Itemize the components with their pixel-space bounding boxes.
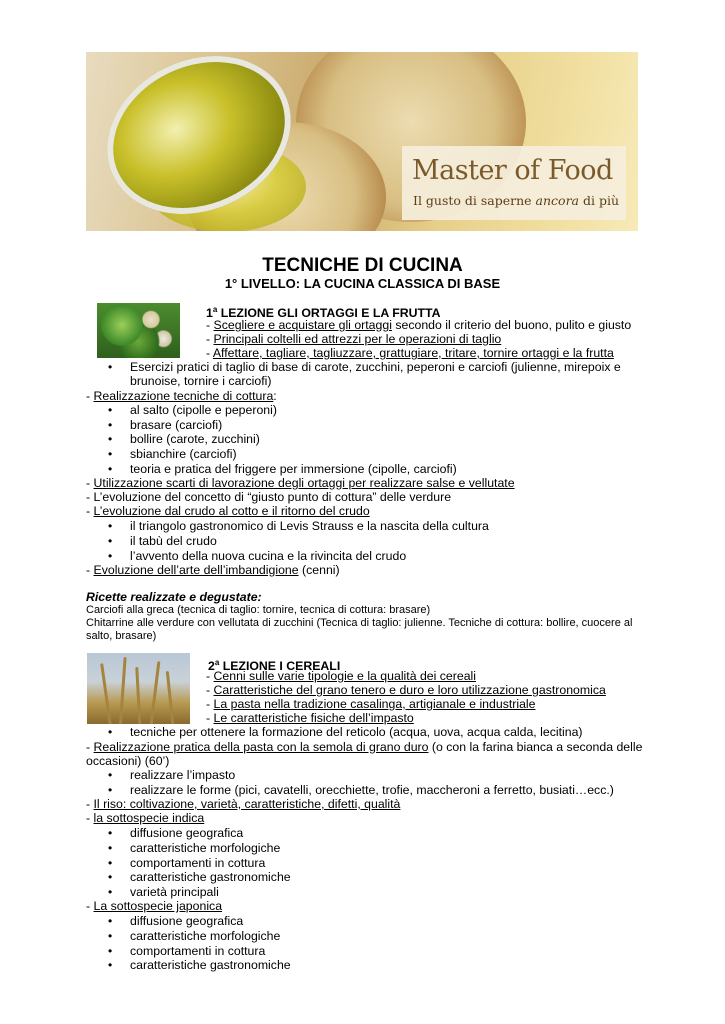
bullet-icon: •	[108, 826, 113, 840]
list-item: realizzare l’impasto	[130, 768, 236, 782]
bullet-icon: •	[108, 783, 113, 797]
list-item: caratteristiche morfologiche	[130, 841, 281, 855]
list-item: caratteristiche gastronomiche	[130, 870, 291, 884]
page-subtitle: 1° LIVELLO: LA CUCINA CLASSICA DI BASE	[224, 276, 501, 291]
lesson1-line: - L’evoluzione del concetto di “giusto punto di cottura” delle verdure	[86, 490, 452, 504]
lesson1-line: - Realizzazione tecniche di cottura:	[86, 389, 277, 403]
lesson2-line: - la sottospecie indica	[86, 811, 205, 825]
lesson2-title: 2$^a$ LEZIONE I CEREALI	[208, 658, 341, 674]
lesson2-line: occasioni) (60’)	[86, 754, 170, 768]
lesson1-line: - Affettare, tagliare, tagliuzzare, grattugiare, tritare, tornire ortaggi e la frutta	[206, 346, 614, 360]
list-item: teoria e pratica del friggere per immersione (cipolle, carciofi)	[130, 462, 457, 476]
lesson2-line: - Realizzazione pratica della pasta con la semola di grano duro (o con la farina bianca a seconda delle	[86, 740, 643, 754]
logo-title: Master of Food	[412, 155, 613, 186]
bullet-icon: •	[108, 958, 113, 972]
bullet-icon: •	[108, 768, 113, 782]
lesson1-title: 1$^a$ LEZIONE GLI ORTAGGI E LA FRUTTA	[206, 305, 441, 321]
lesson2-line: - Le caratteristiche fisiche dell’impasto	[206, 711, 414, 725]
lesson1-line: - Scegliere e acquistare gli ortaggi secondo il criterio del buono, pulito e giusto	[206, 318, 632, 332]
bullet-icon: •	[108, 462, 113, 476]
list-item: caratteristiche gastronomiche	[130, 958, 291, 972]
list-item: diffusione geografica	[130, 826, 244, 840]
bullet-icon: •	[108, 418, 113, 432]
list-item: Esercizi pratici di taglio di base di carote, zucchini, peperoni e carciofi (julienne, mirepoix e	[130, 360, 621, 374]
lesson1-line: - Evoluzione dell’arte dell’imbandigione (cenni)	[86, 563, 340, 577]
bullet-icon: •	[108, 403, 113, 417]
lesson1-line: - Utilizzazione scarti di lavorazione degli ortaggi per realizzare salse e vellutate	[86, 476, 515, 490]
recipe-item: Carciofi alla greca (tecnica di taglio: tornire, tecnica di cottura: brasare)	[86, 604, 431, 616]
list-item: comportamenti in cottura	[130, 944, 266, 958]
bullet-icon: •	[108, 841, 113, 855]
recipes-heading: Ricette realizzate e degustate:	[86, 590, 262, 604]
bullet-icon: •	[108, 519, 113, 533]
lesson2-line: - La sottospecie japonica	[86, 899, 223, 913]
list-item: al salto (cipolle e peperoni)	[130, 403, 277, 417]
bullet-icon: •	[108, 870, 113, 884]
list-item: realizzare le forme (pici, cavatelli, orecchiette, trofie, maccheroni a ferretto, busiati…ecc.)	[130, 783, 614, 797]
bullet-icon: •	[108, 856, 113, 870]
wheat-photo	[87, 653, 190, 724]
list-item: comportamenti in cottura	[130, 856, 266, 870]
list-item: varietà principali	[130, 885, 219, 899]
bullet-icon: •	[108, 360, 113, 374]
lesson1-line: - Principali coltelli ed attrezzi per le operazioni di taglio	[206, 332, 502, 346]
bullet-icon: •	[108, 914, 113, 928]
logo-subtitle: Il gusto di saperne ancora di più	[413, 193, 620, 208]
bullet-icon: •	[108, 534, 113, 548]
bullet-icon: •	[108, 885, 113, 899]
bullet-icon: •	[108, 725, 113, 739]
page-title: TECNICHE DI CUCINA	[262, 255, 463, 276]
list-item: il tabù del crudo	[130, 534, 217, 548]
vegetables-photo	[97, 303, 180, 358]
list-item: sbianchire (carciofi)	[130, 447, 237, 461]
list-item: caratteristiche morfologiche	[130, 929, 281, 943]
list-item: bollire (carote, zucchini)	[130, 432, 260, 446]
list-item: diffusione geografica	[130, 914, 244, 928]
list-item: il triangolo gastronomico di Levis Strauss e la nascita della cultura	[130, 519, 489, 533]
lesson1-line: - L’evoluzione dal crudo al cotto e il ritorno del crudo	[86, 504, 370, 518]
bullet-icon: •	[108, 432, 113, 446]
bullet-icon: •	[108, 929, 113, 943]
bullet-icon: •	[108, 549, 113, 563]
bullet-icon: •	[108, 447, 113, 461]
list-item: tecniche per ottenere la formazione del reticolo (acqua, uova, acqua calda, lecitina)	[130, 725, 583, 739]
recipe-item: Chitarrine alle verdure con vellutata di zucchini (Tecnica di taglio: julienne. Tecniche di cottura: bollire, cuocere al	[86, 617, 633, 629]
lesson2-line: - La pasta nella tradizione casalinga, artigianale e industriale	[206, 697, 536, 711]
list-item: brunoise, tornire i carciofi)	[130, 374, 272, 388]
lesson2-line: - Cenni sulle varie tipologie e la qualità dei cereali	[206, 669, 477, 683]
bullet-icon: •	[108, 944, 113, 958]
recipe-item: salto, brasare)	[86, 630, 157, 642]
list-item: brasare (carciofi)	[130, 418, 223, 432]
lesson2-line: - Caratteristiche del grano tenero e duro e loro utilizzazione gastronomica	[206, 683, 606, 697]
lesson2-line: - Il riso: coltivazione, varietà, caratteristiche, difetti, qualità	[86, 797, 401, 811]
list-item: l’avvento della nuova cucina e la rivincita del crudo	[130, 549, 407, 563]
